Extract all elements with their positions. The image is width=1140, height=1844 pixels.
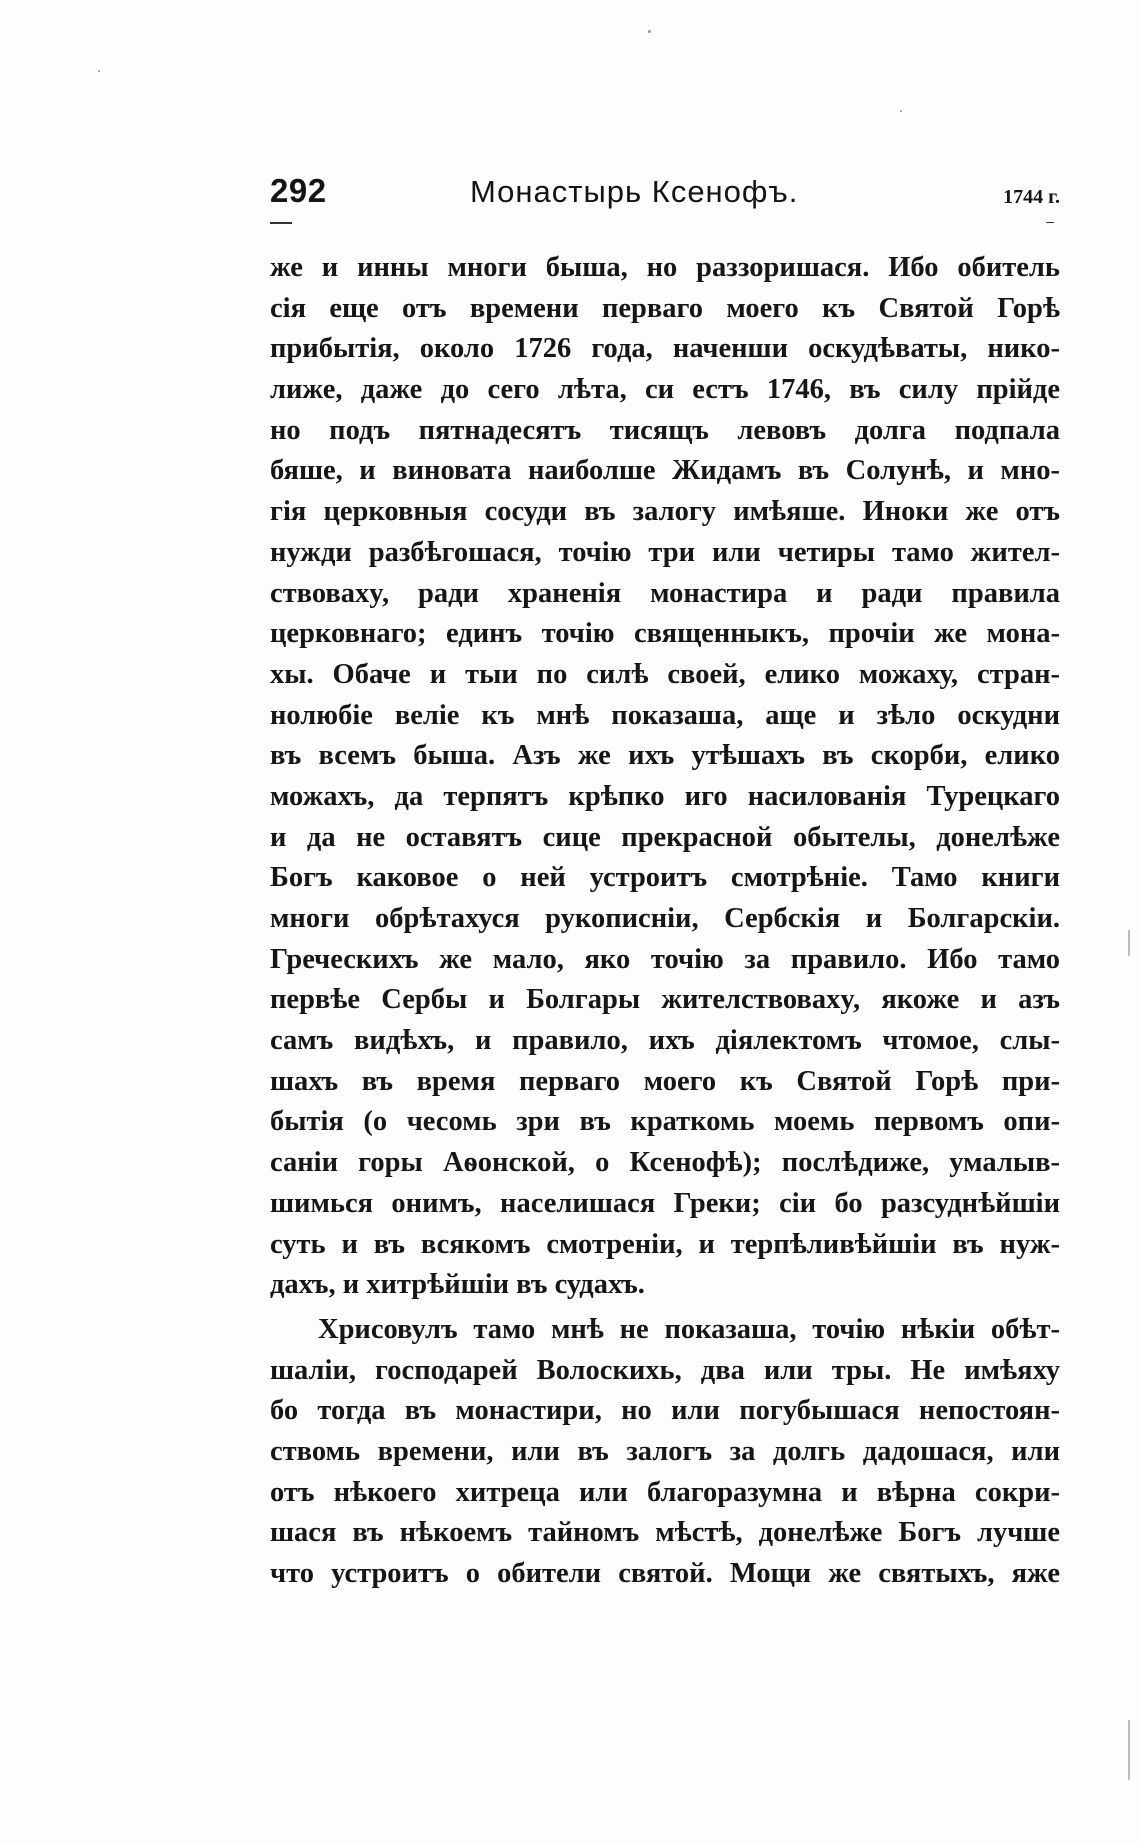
text-line: прибытія, около 1726 года, наченши оскудѣваты, нико- bbox=[270, 333, 1060, 365]
header-rule-mark bbox=[270, 222, 292, 224]
text-line: Греческихъ же мало, яко точію за правило. Ибо тамо bbox=[270, 943, 1060, 975]
text-line: въ всемъ быша. Азъ же ихъ утѣшахъ въ скорби, елико bbox=[270, 740, 1060, 772]
text-line: многи обрѣтахуся рукописніи, Сербскія и Болгарскіи. bbox=[270, 903, 1060, 934]
text-line: бытія (о чесомь зри въ краткомь моемь первомъ опи- bbox=[270, 1106, 1060, 1138]
text-line: лиже, даже до сего лѣта, си естъ 1746, въ силу прійде bbox=[270, 374, 1060, 406]
text-line: же и инны многи быша, но раззоришася. Ибо обитель bbox=[270, 252, 1060, 283]
paragraph bbox=[270, 1310, 1060, 1595]
running-header bbox=[270, 172, 1060, 222]
header-rule-mark bbox=[1046, 222, 1054, 223]
scan-edge-mark bbox=[1128, 930, 1130, 956]
text-line: нужди разбѣгошася, точію три или четиры тамо жител- bbox=[270, 536, 1060, 568]
text-line: отъ нѣкоего хитреца или благоразумна и вѣрна сокри- bbox=[270, 1476, 1060, 1508]
text-line: шаліи, господарей Волоскихь, два или тры. Не имѣяху bbox=[270, 1354, 1060, 1386]
running-title: Монастырь Ксенофъ. bbox=[470, 174, 799, 209]
page-number: 292 bbox=[270, 172, 327, 209]
text-line: бо тогда въ монастири, но или погубышася непостоян- bbox=[270, 1395, 1060, 1427]
scan-speck bbox=[900, 110, 902, 112]
text-line: шася въ нѣкоемъ тайномъ мѣстѣ, донелѣже Богъ лучше bbox=[270, 1517, 1060, 1549]
text-line: и да не оставятъ сице прекрасной обытелы, донелѣже bbox=[270, 821, 1060, 853]
text-line: нолюбіе веліе къ мнѣ показаша, аще и зѣло оскудни bbox=[270, 699, 1060, 731]
scan-edge-mark bbox=[1128, 1720, 1130, 1780]
scan-speck bbox=[648, 30, 651, 33]
text-line: но подъ пятнадесятъ тисящъ левовъ долга подпала bbox=[270, 414, 1060, 446]
text-line: суть и въ всякомъ смотреніи, и терпѣливѣйшіи въ нуж- bbox=[270, 1228, 1060, 1260]
text-line: ствовахy, ради храненія монастира и ради правила bbox=[270, 577, 1060, 609]
body-text bbox=[270, 248, 1060, 1595]
text-line: церковнаго; единъ точію священныкъ, прочіи же мона- bbox=[270, 618, 1060, 650]
text-line: бяше, и виновата наиболше Жидамъ въ Солунѣ, и мно- bbox=[270, 455, 1060, 487]
scan-speck bbox=[98, 70, 100, 72]
text-line: самъ видѣхъ, и правило, ихъ діялектомъ чтомое, слы- bbox=[270, 1025, 1060, 1057]
year-marker: 1744 г. bbox=[1003, 186, 1060, 208]
paragraph bbox=[270, 248, 1060, 1306]
text-line: первѣе Сербы и Болгары жителствовахy, якоже и азъ bbox=[270, 984, 1060, 1016]
text-line: хы. Обаче и тыи по силѣ своей, елико можаху, стран- bbox=[270, 658, 1060, 690]
text-line: сія еще отъ времени перваго моего къ Святой Горѣ bbox=[270, 292, 1060, 324]
text-line: ствомь времени, или въ залогъ за долгь дадошася, или bbox=[270, 1435, 1060, 1467]
text-line: что устроитъ о обители святой. Мощи же святыхъ, яже bbox=[270, 1558, 1060, 1589]
text-line: Хрисовулъ тамо мнѣ не показаша, точію нѣкіи обѣт- bbox=[318, 1313, 1060, 1345]
text-line: Богъ каковое о ней устроитъ смотрѣніе. Тамо книги bbox=[270, 862, 1060, 894]
text-line: можахъ, да терпятъ крѣпко иго насилованія Турецкаго bbox=[270, 780, 1060, 812]
text-line: шахъ въ время перваго моего къ Святой Горѣ при- bbox=[270, 1065, 1060, 1097]
text-line: дахъ, и хитрѣйшіи въ судахъ. bbox=[270, 1269, 645, 1301]
text-line: шимься онимъ, населишася Греки; сіи бо разсуднѣйшіи bbox=[270, 1187, 1060, 1219]
text-line: саніи горы Аѳонской, о Ксенофѣ); послѣдиже, умалыв- bbox=[270, 1147, 1060, 1179]
text-line: гія церковныя сосуди въ залогу имѣяше. Иноки же отъ bbox=[270, 496, 1060, 528]
